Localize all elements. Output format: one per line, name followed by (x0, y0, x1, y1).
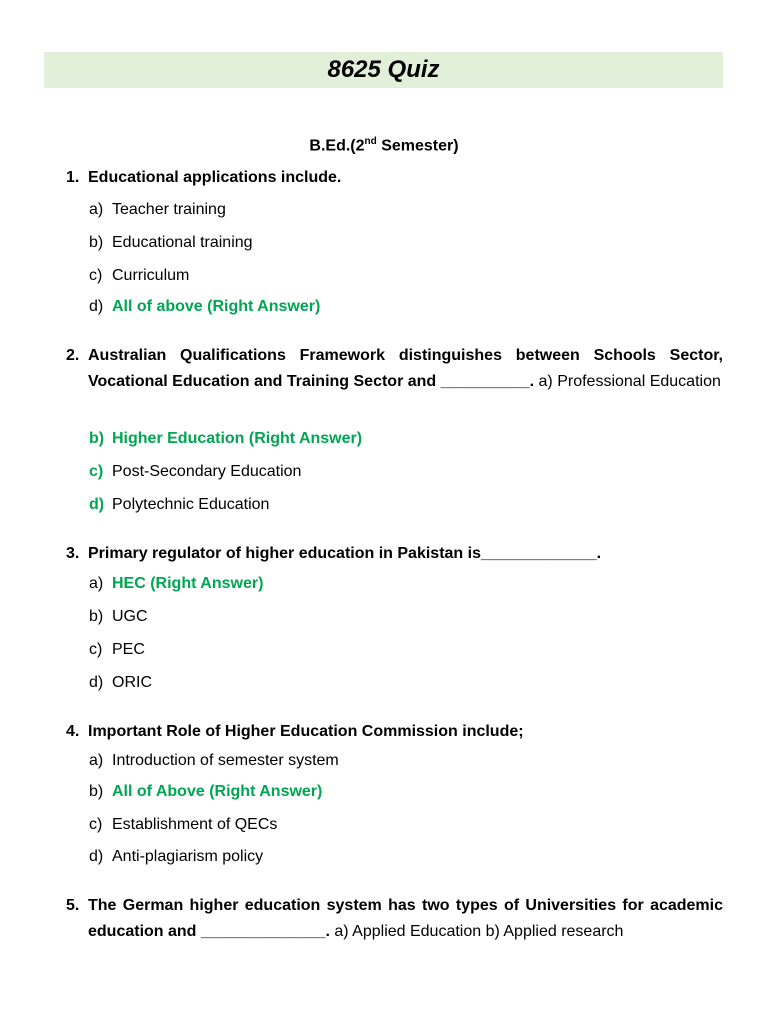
inline-option: a) Applied Education b) Applied research (334, 923, 624, 940)
option-letter: a) (89, 752, 104, 769)
question-3 (66, 541, 723, 567)
q4-option-d (89, 846, 263, 868)
q2-option-d (89, 494, 269, 516)
option-text: Post-Secondary Education (112, 463, 302, 480)
option-letter: a) (89, 575, 104, 592)
option-letter: b) (89, 783, 104, 800)
option-text-correct: HEC (Right Answer) (112, 575, 264, 592)
option-letter: c) (89, 463, 104, 480)
q1-option-b (89, 232, 253, 254)
subtitle-sup: nd (364, 136, 377, 147)
option-letter: c) (89, 641, 103, 658)
option-text: PEC (112, 641, 145, 658)
option-text: Educational training (112, 234, 253, 251)
subtitle-rest: Semester) (376, 137, 459, 155)
option-letter: c) (89, 816, 103, 833)
q1-option-d (89, 296, 320, 318)
question-1 (66, 165, 723, 191)
question-text: Australian Qualifications Framework distinguishes between Schools Sector, Vocational Education and Training Sector and __________. (88, 347, 723, 390)
question-text: Educational applications include. (88, 169, 342, 186)
q3-option-d (89, 672, 152, 694)
option-letter: a) (89, 201, 104, 218)
option-text-correct: Higher Education (Right Answer) (112, 430, 363, 447)
question-text: Primary regulator of higher education in Pakistan is_____________. (88, 545, 602, 562)
q4-option-c (89, 814, 277, 836)
option-text: Establishment of QECs (112, 816, 278, 833)
option-text: Introduction of semester system (112, 752, 339, 769)
option-text: Curriculum (112, 267, 190, 284)
subtitle (0, 136, 768, 155)
q4-option-a (89, 750, 339, 772)
question-number: 1. (66, 169, 80, 186)
page-title: 8625 Quiz (327, 56, 440, 83)
option-letter: b) (89, 234, 104, 251)
option-text: Anti-plagiarism policy (112, 848, 264, 865)
q1-option-c (89, 265, 189, 287)
option-text: UGC (112, 608, 148, 625)
q2-option-b (89, 428, 362, 450)
option-text: Polytechnic Education (112, 496, 270, 513)
option-letter: d) (89, 298, 104, 315)
q1-option-a (89, 199, 226, 221)
option-text-correct: All of above (Right Answer) (112, 298, 321, 315)
question-number: 4. (66, 723, 80, 740)
option-letter: d) (89, 496, 105, 513)
question-text: The German higher education system has two types of Universities for academic education and ______________. (88, 897, 723, 940)
question-4 (66, 719, 723, 745)
question-number: 2. (66, 347, 80, 364)
q3-option-a (89, 573, 263, 595)
q4-option-b (89, 781, 322, 803)
q3-option-c (89, 639, 145, 661)
question-5 (66, 893, 723, 945)
question-2 (66, 343, 723, 395)
option-letter: d) (89, 848, 104, 865)
question-text: Important Role of Higher Education Commission include; (88, 723, 524, 740)
question-number: 3. (66, 545, 80, 562)
option-text: Teacher training (112, 201, 226, 218)
q2-option-c (89, 461, 301, 483)
inline-option: a) Professional Education (538, 373, 721, 390)
option-letter: b) (89, 608, 104, 625)
option-letter: d) (89, 674, 104, 691)
subtitle-main: B.Ed.(2 (309, 137, 365, 155)
title-bar (44, 52, 723, 88)
option-letter: b) (89, 430, 105, 447)
question-number: 5. (66, 897, 80, 914)
option-text: ORIC (112, 674, 152, 691)
option-letter: c) (89, 267, 103, 284)
option-text-correct: All of Above (Right Answer) (112, 783, 323, 800)
q3-option-b (89, 606, 148, 628)
